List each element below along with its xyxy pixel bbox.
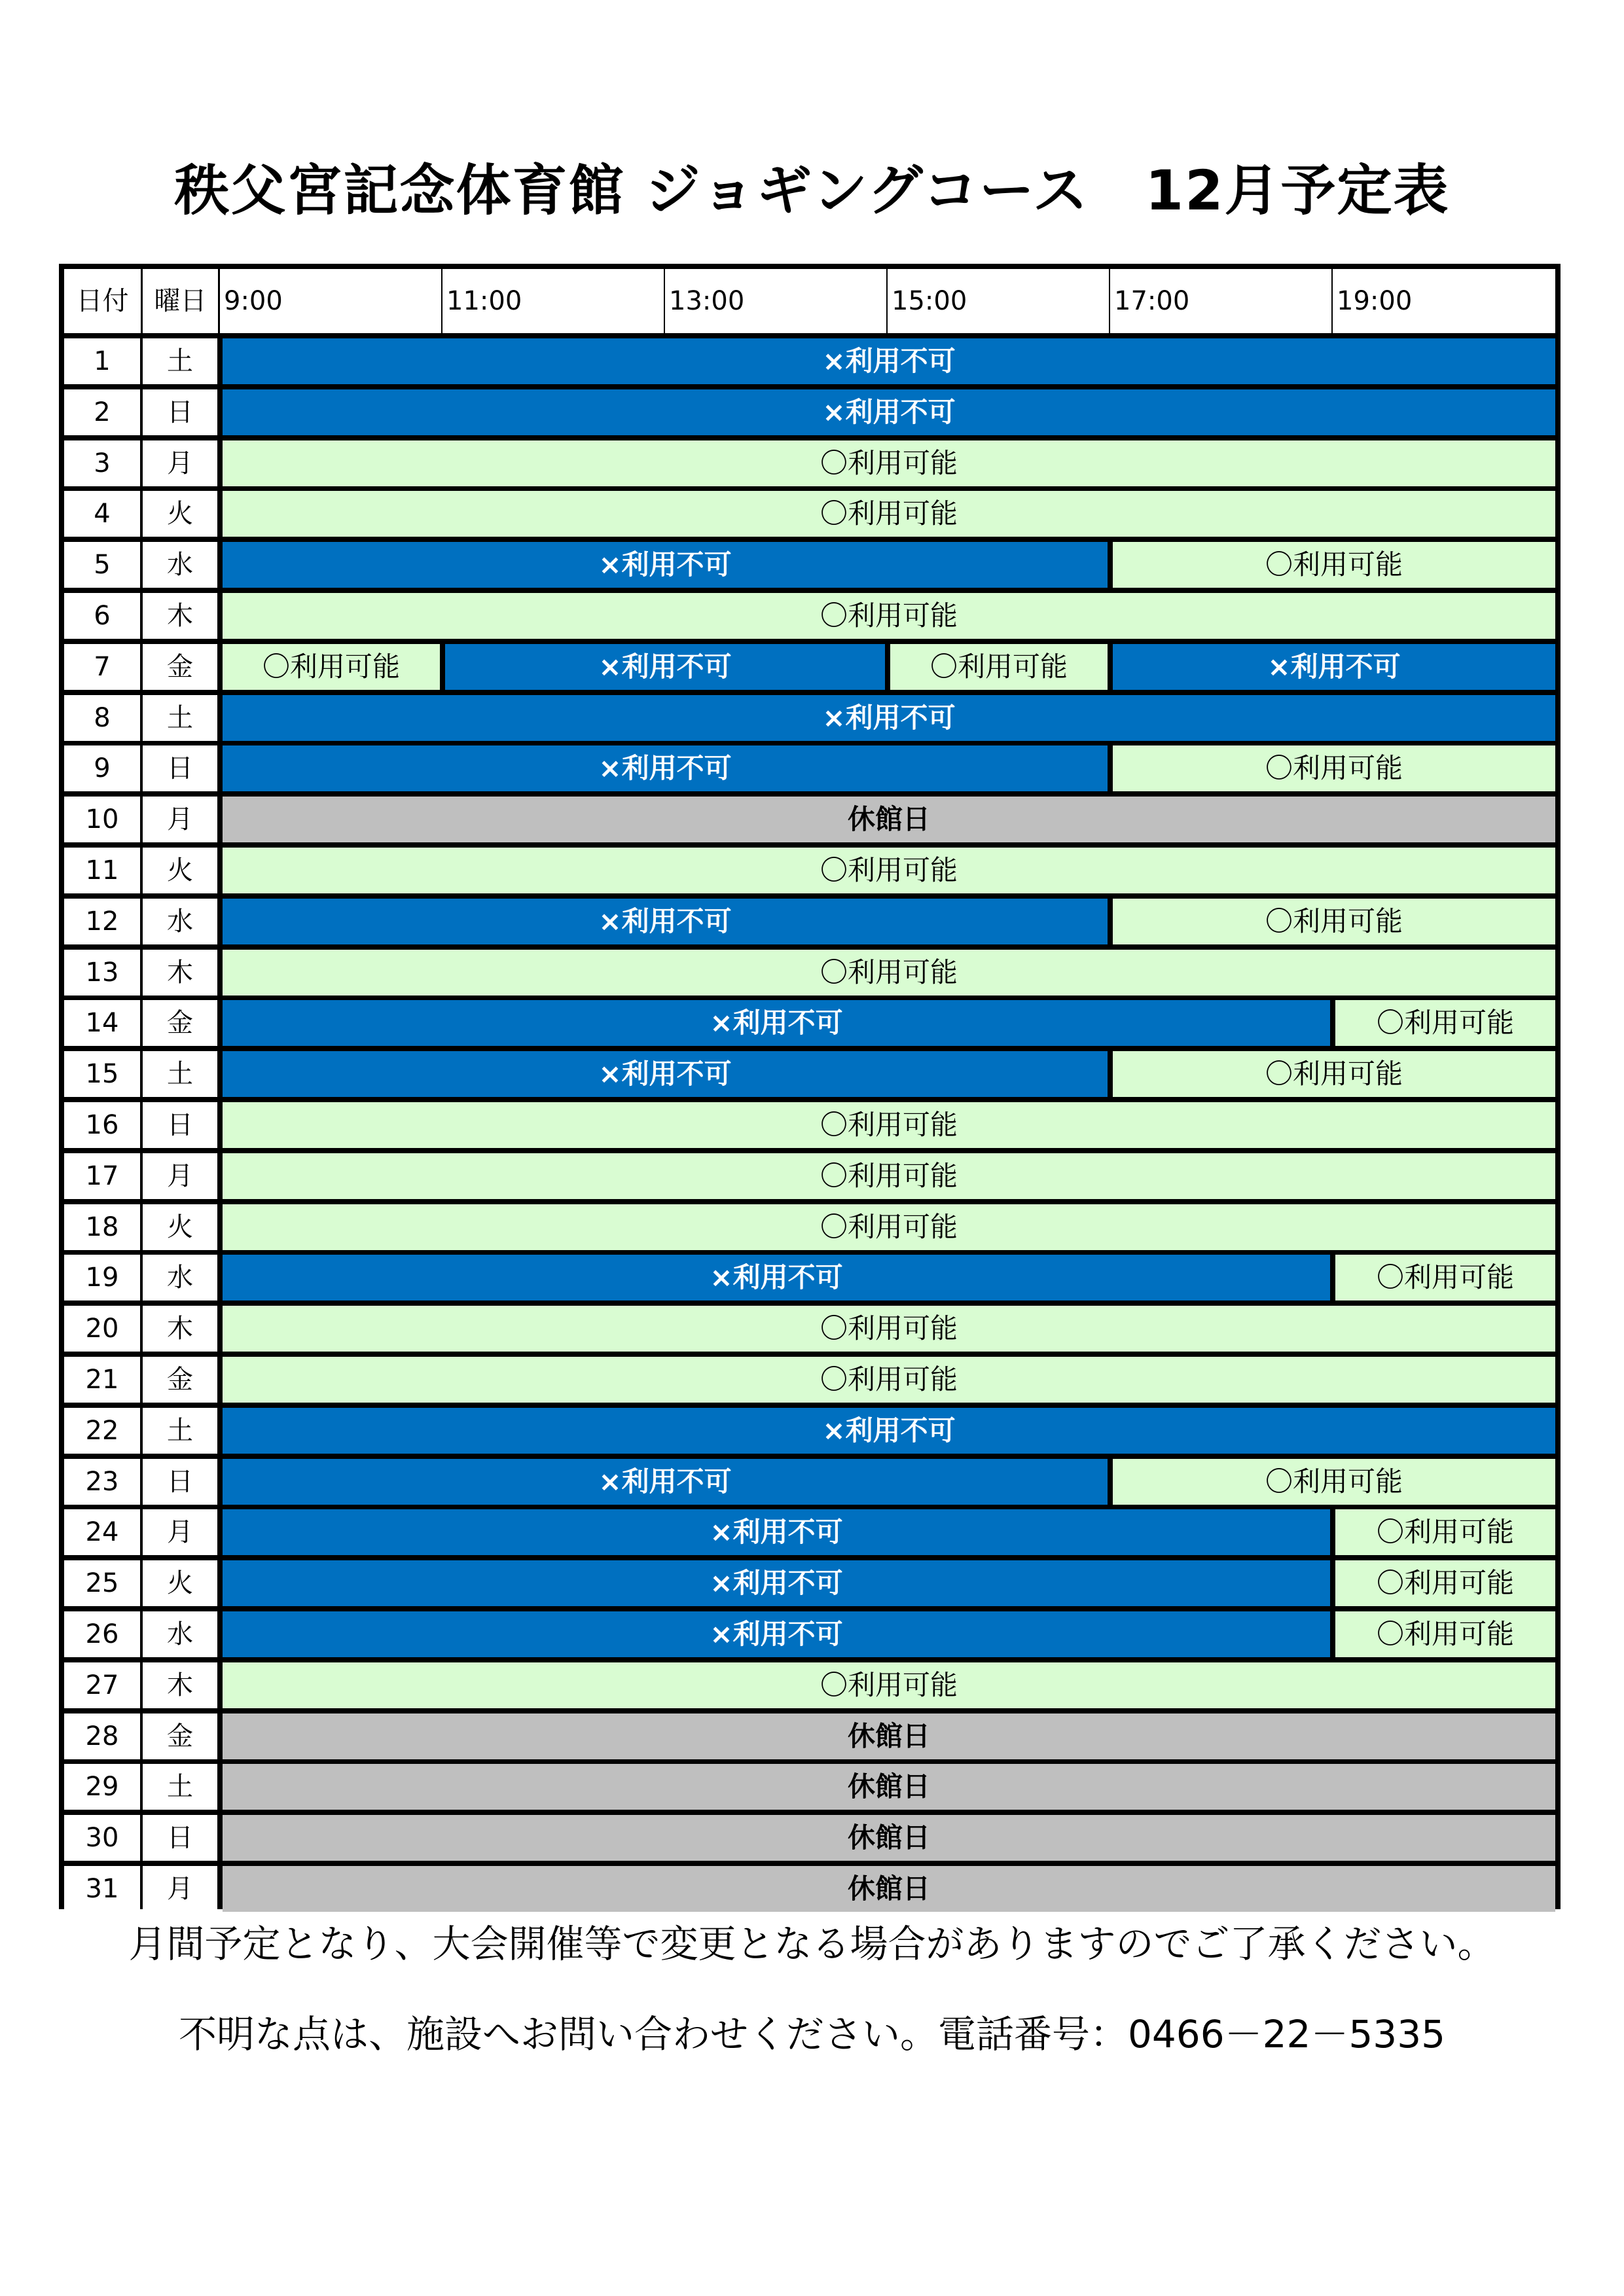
day-weekday: 土 [143, 1764, 217, 1810]
status-segment-ng: ×利用不可 [223, 899, 1108, 944]
day-date: 26 [64, 1611, 140, 1657]
day-weekday: 水 [143, 542, 217, 588]
day-weekday: 日 [143, 389, 217, 435]
status-segment-ng: ×利用不可 [223, 745, 1108, 791]
day-row [64, 338, 1555, 384]
status-segment-ok: 〇利用可能 [223, 1204, 1555, 1250]
status-segment-ok: 〇利用可能 [223, 593, 1555, 639]
day-date: 4 [64, 491, 140, 537]
status-segment-ng: ×利用不可 [223, 1051, 1108, 1097]
header-time-1700: 17:00 [1110, 269, 1333, 333]
day-weekday: 木 [143, 593, 217, 639]
status-segment-ng: ×利用不可 [223, 389, 1555, 435]
day-date: 11 [64, 848, 140, 893]
status-segment-ok: 〇利用可能 [1113, 745, 1555, 791]
status-segment-ok: 〇利用可能 [223, 1662, 1555, 1708]
day-weekday: 月 [143, 440, 217, 486]
day-weekday: 水 [143, 1255, 217, 1300]
day-row [64, 593, 1555, 639]
day-row [64, 1357, 1555, 1403]
status-segment-ok: 〇利用可能 [1113, 899, 1555, 944]
day-weekday: 水 [143, 899, 217, 944]
status-segment-ok: 〇利用可能 [890, 644, 1108, 690]
note-schedule-change: 月間予定となり、大会開催等で変更となる場合がありますのでご了承ください。 [128, 1922, 1496, 1966]
status-segment-ng: ×利用不可 [223, 1255, 1330, 1300]
day-weekday: 金 [143, 1713, 217, 1759]
status-segment-ok: 〇利用可能 [223, 644, 440, 690]
status-segment-ok: 〇利用可能 [223, 440, 1555, 486]
day-weekday: 火 [143, 491, 217, 537]
header-time-1100: 11:00 [442, 269, 665, 333]
status-segment-ok: 〇利用可能 [1335, 1611, 1555, 1657]
day-date: 24 [64, 1509, 140, 1555]
day-date: 20 [64, 1306, 140, 1352]
day-weekday: 月 [143, 797, 217, 842]
day-weekday: 土 [143, 338, 217, 384]
day-row [64, 1611, 1555, 1657]
status-segment-ok: 〇利用可能 [1335, 1560, 1555, 1606]
day-date: 5 [64, 542, 140, 588]
status-segment-ng: ×利用不可 [445, 644, 885, 690]
day-date: 6 [64, 593, 140, 639]
day-date: 12 [64, 899, 140, 944]
day-weekday: 金 [143, 644, 217, 690]
day-date: 29 [64, 1764, 140, 1810]
day-weekday: 日 [143, 1459, 217, 1505]
status-segment-closed: 休館日 [223, 1713, 1555, 1759]
day-weekday: 日 [143, 1102, 217, 1148]
day-row [64, 542, 1555, 588]
day-weekday: 土 [143, 1051, 217, 1097]
day-row [64, 1306, 1555, 1352]
day-row [64, 1153, 1555, 1199]
status-segment-ng: ×利用不可 [223, 1408, 1555, 1454]
day-row [64, 389, 1555, 435]
day-weekday: 月 [143, 1153, 217, 1199]
status-segment-ok: 〇利用可能 [1113, 542, 1555, 588]
day-row [64, 848, 1555, 893]
header-time-1500: 15:00 [888, 269, 1110, 333]
day-row [64, 1459, 1555, 1505]
status-segment-ok: 〇利用可能 [223, 1102, 1555, 1148]
day-row [64, 950, 1555, 996]
day-date: 15 [64, 1051, 140, 1097]
day-weekday: 木 [143, 1662, 217, 1708]
day-row [64, 899, 1555, 944]
day-weekday: 金 [143, 1000, 217, 1046]
day-date: 9 [64, 745, 140, 791]
day-date: 27 [64, 1662, 140, 1708]
day-weekday: 火 [143, 1204, 217, 1250]
day-date: 1 [64, 338, 140, 384]
status-segment-ng: ×利用不可 [223, 1459, 1108, 1505]
status-segment-ok: 〇利用可能 [223, 491, 1555, 537]
day-weekday: 土 [143, 695, 217, 741]
header-divider [64, 333, 1555, 338]
day-weekday: 木 [143, 1306, 217, 1352]
status-segment-ok: 〇利用可能 [223, 1306, 1555, 1352]
day-row [64, 1713, 1555, 1759]
day-row [64, 1255, 1555, 1300]
status-segment-ok: 〇利用可能 [1335, 1255, 1555, 1300]
day-date: 16 [64, 1102, 140, 1148]
day-date: 22 [64, 1408, 140, 1454]
day-row [64, 745, 1555, 791]
header-time-1300: 13:00 [665, 269, 888, 333]
day-weekday: 土 [143, 1408, 217, 1454]
header-weekday-label: 曜日 [143, 269, 220, 333]
day-date: 25 [64, 1560, 140, 1606]
day-row [64, 1000, 1555, 1046]
day-date: 31 [64, 1866, 140, 1912]
day-date: 19 [64, 1255, 140, 1300]
day-row [64, 644, 1555, 690]
header-time-0900: 9:00 [220, 269, 442, 333]
day-row [64, 1408, 1555, 1454]
status-segment-ng: ×利用不可 [223, 338, 1555, 384]
day-row [64, 1815, 1555, 1861]
status-segment-closed: 休館日 [223, 1764, 1555, 1810]
status-segment-ok: 〇利用可能 [1335, 1000, 1555, 1046]
status-segment-ok: 〇利用可能 [223, 848, 1555, 893]
status-segment-ng: ×利用不可 [223, 1509, 1330, 1555]
day-date: 3 [64, 440, 140, 486]
status-segment-ng: ×利用不可 [223, 695, 1555, 741]
day-row [64, 1051, 1555, 1097]
status-segment-ng: ×利用不可 [223, 1611, 1330, 1657]
day-date: 10 [64, 797, 140, 842]
status-segment-closed: 休館日 [223, 1815, 1555, 1861]
day-date: 7 [64, 644, 140, 690]
day-row [64, 1662, 1555, 1708]
day-row [64, 1866, 1555, 1912]
status-segment-ng: ×利用不可 [223, 542, 1108, 588]
day-date: 23 [64, 1459, 140, 1505]
day-date: 21 [64, 1357, 140, 1403]
day-weekday: 金 [143, 1357, 217, 1403]
status-segment-ok: 〇利用可能 [223, 1357, 1555, 1403]
day-row [64, 1560, 1555, 1606]
day-row [64, 1204, 1555, 1250]
day-date: 17 [64, 1153, 140, 1199]
day-date: 30 [64, 1815, 140, 1861]
day-row [64, 1102, 1555, 1148]
day-weekday: 月 [143, 1509, 217, 1555]
day-row [64, 797, 1555, 842]
schedule-table [59, 264, 1561, 1909]
status-segment-ok: 〇利用可能 [223, 1153, 1555, 1199]
header-time-1900: 19:00 [1337, 286, 1413, 316]
day-weekday: 火 [143, 1560, 217, 1606]
day-date: 2 [64, 389, 140, 435]
day-date: 8 [64, 695, 140, 741]
status-segment-ng: ×利用不可 [223, 1560, 1330, 1606]
page-title: 秩父宮記念体育館 ジョギングコース 12月予定表 [174, 158, 1450, 223]
status-segment-ng: ×利用不可 [223, 1000, 1330, 1046]
day-weekday: 木 [143, 950, 217, 996]
day-row [64, 695, 1555, 741]
day-row [64, 1764, 1555, 1810]
day-weekday: 火 [143, 848, 217, 893]
status-segment-ok: 〇利用可能 [1113, 1459, 1555, 1505]
day-date: 14 [64, 1000, 140, 1046]
day-weekday: 日 [143, 1815, 217, 1861]
day-weekday: 月 [143, 1866, 217, 1912]
day-date: 13 [64, 950, 140, 996]
day-date: 18 [64, 1204, 140, 1250]
day-row [64, 440, 1555, 486]
status-segment-ng: ×利用不可 [1113, 644, 1555, 690]
day-weekday: 日 [143, 745, 217, 791]
status-segment-closed: 休館日 [223, 797, 1555, 842]
header-row [64, 269, 1555, 333]
day-row [64, 1509, 1555, 1555]
day-row [64, 491, 1555, 537]
status-segment-ok: 〇利用可能 [1335, 1509, 1555, 1555]
status-segment-ok: 〇利用可能 [1113, 1051, 1555, 1097]
day-weekday: 水 [143, 1611, 217, 1657]
note-contact: 不明な点は、施設へお問い合わせください。電話番号：0466－22－5335 [178, 2012, 1446, 2056]
status-segment-closed: 休館日 [223, 1866, 1555, 1912]
header-date-label: 日付 [64, 269, 143, 333]
status-segment-ok: 〇利用可能 [223, 950, 1555, 996]
day-date: 28 [64, 1713, 140, 1759]
